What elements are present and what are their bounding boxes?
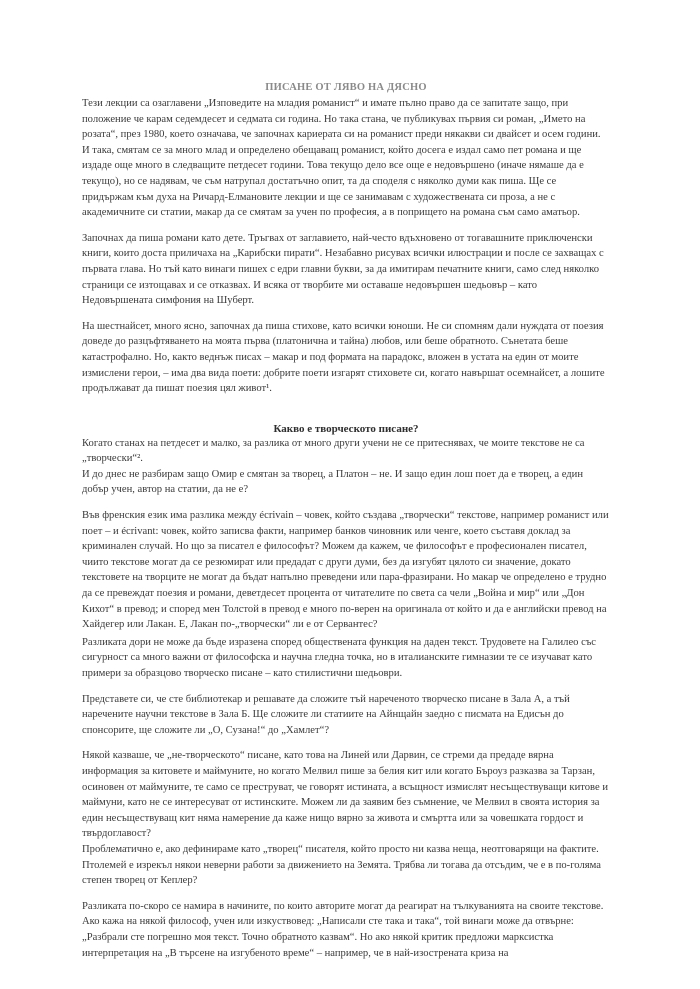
paragraph: Разликата дори не може да бъде изразена според обществената функция на даден текст. Трудовете на Галилео със сигурност са много важни от философска и научна гледна точка, но в италианските гимназии те се изучават като примери за образцово творческо писане – като стилистични шедьоври. <box>82 636 596 679</box>
paragraph: Когато станах на петдесет и малко, за разлика от много други учени не се притеснявах, че моите текстове не са „творчески“². <box>82 437 585 465</box>
paragraph: Някой казваше, че „не-творческото“ писане, като това на Линей или Дарвин, се стреми да предаде вярна информация за китовете и маймуните, но когато Мелвил пише за белия кит или когато Бъроуз разказва за Тарзан, осиновен от маймуните, те само се преструват, че говорят истината, а всъщност измислят несъществуващи китове и маймуни, като не се интересуват от истинските. Можем ли да заявим без съмнение, че Мелвил в своята история за един несъществуващ кит няма намерение да каже нищо вярно за живота и смъртта или за човешката гордост и твърдоглавост? <box>82 750 608 840</box>
paragraph: Тези лекции са озаглавени „Изповедите на младия романист“ и имате пълно право да се запитате защо, при положение че карам седемдесет и седмата си година. Но така стана, че публикувах първия си роман, „Името на розата“, през 1980, което означава, че започнах кариерата си на романист преди някакви си двайсет и осем години. И така, смятам се за много млад и определено обещаващ романист, който досега е издал само пет романа и ще издаде още много в следващите петдесет години. Това текущо дело все още е недовършено (иначе нямаше да е текущо), но се надявам, че съм натрупал достатъчно опит, та да споделя с няколко думи как пиша. Ще се придържам към духа на Ричард-Елмановите лекции и ще се занимавам с художествената си проза, а не с академичните си статии, макар да се смятам за учен по професия, а в попрището на романа съм само аматьор. <box>82 98 601 219</box>
paragraph: Представете си, че сте библиотекар и решавате да сложите тъй нареченото творческо писане в Зала А, а тъй наречените научни текстове в Зала Б. Ще сложите ли статиите на Айнщайн заедно с писмата на Едисън до спонсорите, ще сложите ли „О, Сузана!“ до „Хамлет“? <box>82 693 570 736</box>
paragraph: Започнах да пиша романи като дете. Тръгвах от заглавието, най-често вдъхновено от тогавашните приключенски книги, които доста приличаха на „Карибски пирати“. Незабавно рисувах всички илюстрации и после се захващах с първата глава. Но тъй като винаги пишех с едри главни букви, за да имитирам печатните книги, само след няколко страници се изтощавах и се отказвах. И всяка от творбите ми оставаше недовършен шедьовър – като Недовършената симфония на Шуберт. <box>82 232 604 307</box>
paragraph: И до днес не разбирам защо Омир е смятан за творец, а Платон – не. И защо един лош поет да е творец, а един добър учен, автор на статии, да не е? <box>82 468 584 496</box>
paragraph: На шестнайсет, много ясно, започнах да пиша стихове, като всички юноши. Не си спомням дали нуждата от поезия доведе до разцъфтяването на моята първа (платонична и тайна) любов, или беше обратното. Сънетата беше катастрофално. Но, както веднъж писах – макар и под формата на парадокс, вложен в устата на един от моите измислени герои, – има два вида поети: добрите поети изгарят стиховете си, когато навършат осемнайсет, а лошите продължават да пишат поезия цял живот¹. <box>82 320 605 395</box>
paragraph: Във френския език има разлика между écrivain – човек, който създава „творчески“ текстове, например романист или поет – и écrivant: човек, който записва факти, например банков чиновник или ченге, което съставя доклад за криминален случай. Но що за писател е философът? Можем да кажем, че философът е професионален писател, чиито текстове могат да се резюмират или предадат с други думи, без да изгубят цялото си значение, докато текстовете на творците не могат да бъдат напълно преведени или пара-фразирани. Но макар че определено е трудно да се превеждат поезия и романи, деветдесет процента от читателите по света са чели „Война и мир“ или „Дон Кихот“ в превод; и според мен Толстой в превод е много по-верен на оригинала от който и да е английски превод на Хайдегер или Лакан. Е, Лакан по-„творчески“ ли е от Сервантес? <box>82 510 609 631</box>
paragraph: Разликата по-скоро се намира в начините, по които авторите могат да реагират на тълкуванията на своите текстове. Ако кажа на някой философ, учен или изкуствовед: „Написали сте така и така“, той винаги може да отвърне: „Разбрали сте погрешно моя текст. Точно обратното казвам“. Но ако някой критик предложи марксистка интерпретация на „В търсене на изгубеното време“ – например, че в най-изострената криза на <box>82 900 604 959</box>
page-title: ПИСАНЕ ОТ ЛЯВО НА ДЯСНО <box>265 82 427 93</box>
paragraph: Проблематично е, ако дефинираме като „творец“ писателя, който просто ни казва неща, неотговарящи на фактите. Птолемей е изрекъл някои неверни работи за движението на Земята. Трябва ли тогава да отсъдим, че е в по-голяма степен творец от Кеплер? <box>82 843 601 887</box>
section-title: Какво е творческото писане? <box>273 422 419 435</box>
